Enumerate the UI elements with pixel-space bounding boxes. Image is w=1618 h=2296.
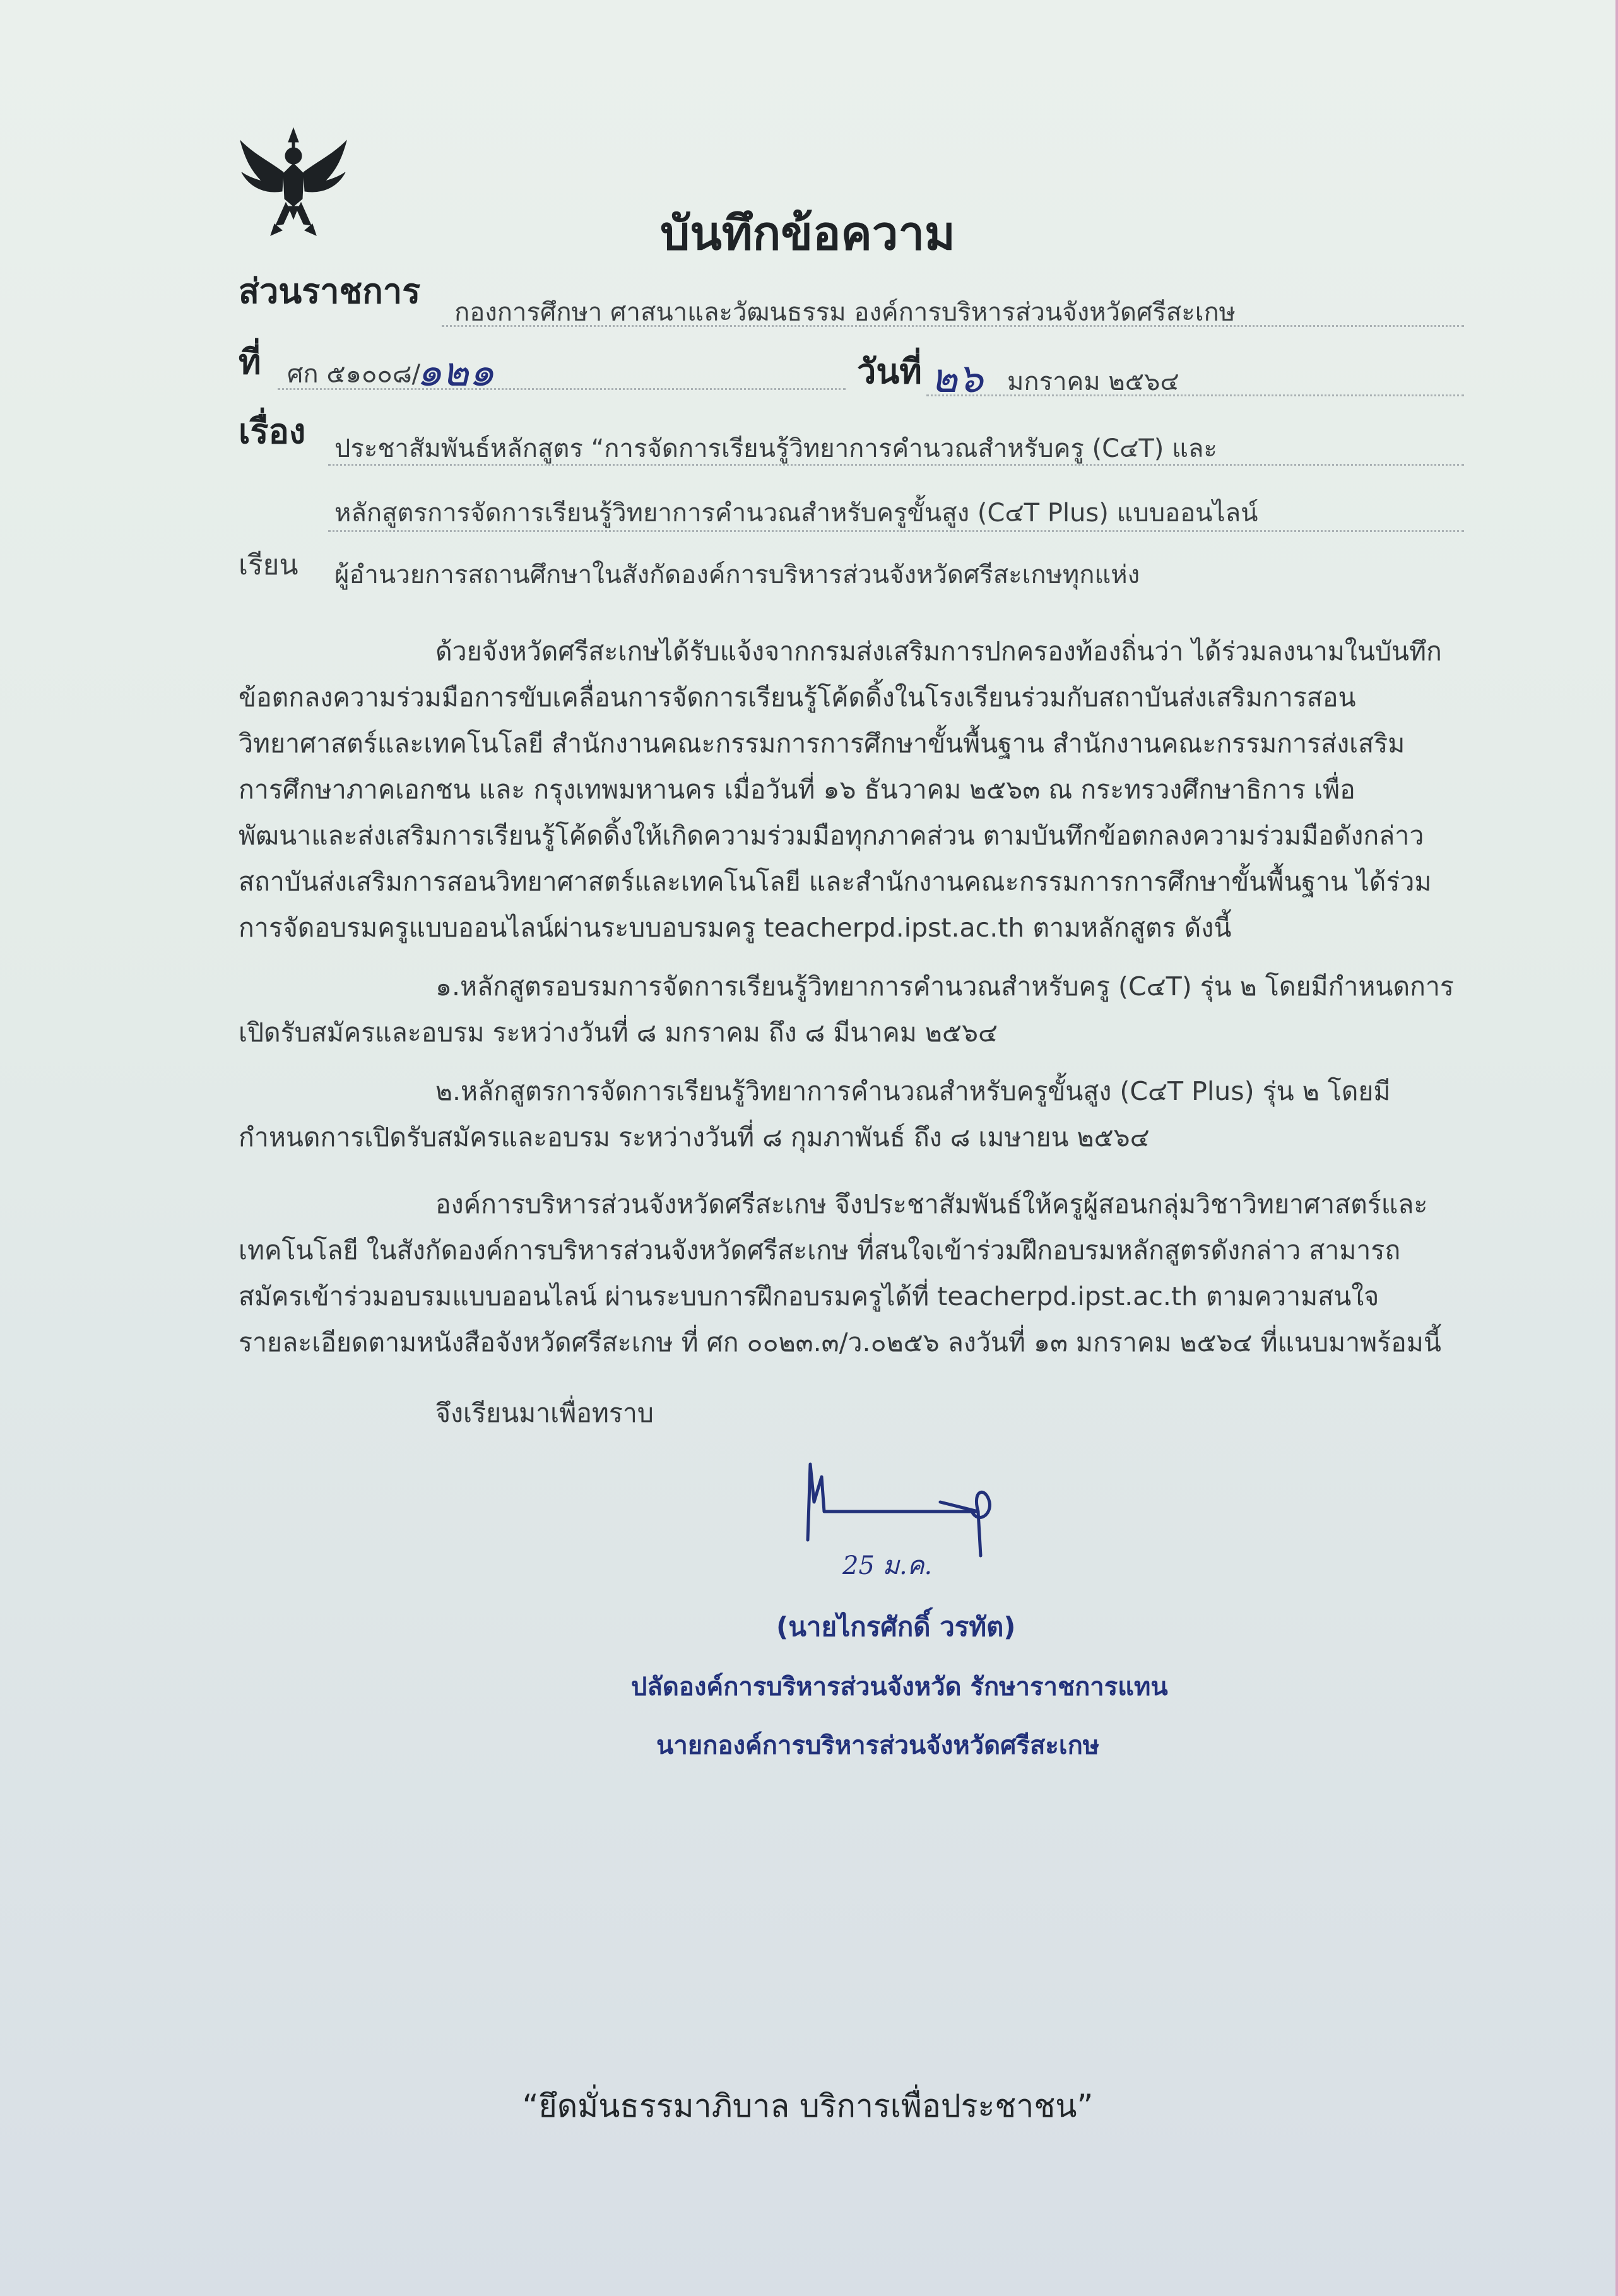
date-label: วันที่ [857, 352, 922, 391]
subject-line-2: หลักสูตรการจัดการเรียนรู้วิทยาการคำนวณสำหรับครูขั้นสูง (C๔T Plus) แบบออนไลน์ [334, 499, 1258, 528]
body-p1-line: การศึกษาภาคเอกชน และ กรุงเทพมหานคร เมื่อวันที่ ๑๖ ธันวาคม ๒๕๖๓ ณ กระทรวงศึกษาธิการ เพื่อ [239, 774, 1355, 805]
to-label: เรียน [239, 549, 298, 581]
agency-text: กองการศึกษา ศาสนาและวัฒนธรรม องค์การบริหารส่วนจังหวัดศรีสะเกษ [454, 298, 1236, 327]
body-p2-line: สมัครเข้าร่วมอบรมแบบออนไลน์ ผ่านระบบการฝึกอบรมครูได้ที่ teacherpd.ipst.ac.th ตามความสนใจ [239, 1281, 1379, 1311]
subject-line-1: ประชาสัมพันธ์หลักสูตร “การจัดการเรียนรู้วิทยาการคำนวณสำหรับครู (C๔T) และ [334, 434, 1217, 463]
body-item1-line: ๑.หลักสูตรอบรมการจัดการเรียนรู้วิทยาการคำนวณสำหรับครู (C๔T) รุ่น ๒ โดยมีกำหนดการ [435, 971, 1454, 1002]
body-p2-line: องค์การบริหารส่วนจังหวัดศรีสะเกษ จึงประชาสัมพันธ์ให้ครูผู้สอนกลุ่มวิชาวิทยาศาสตร์และ [435, 1189, 1428, 1219]
ref-number-handwritten: ๑๒๑ [416, 349, 495, 396]
body-p1-line: ข้อตกลงความร่วมมือการขับเคลื่อนการจัดการเรียนรู้โค้ดดิ้งในโรงเรียนร่วมกับสถาบันส่งเสริมการสอน [239, 682, 1356, 713]
body-p1-line: การจัดอบรมครูแบบออนไลน์ผ่านระบบอบรมครู teacherpd.ipst.ac.th ตามหลักสูตร ดังนี้ [239, 913, 1232, 943]
body-p1-line: พัฒนาและส่งเสริมการเรียนรู้โค้ดดิ้งให้เกิดความร่วมมือทุกภาคส่วน ตามบันทึกข้อตกลงความร่วมมือดังกล่าว [239, 820, 1424, 851]
signer-title-2: นายกองค์การบริหารส่วนจังหวัดศรีสะเกษ [656, 1731, 1100, 1760]
subject-label: เรื่อง [239, 411, 306, 451]
subject-rule-1 [328, 464, 1464, 466]
ref-prefix: ศก ๕๑๐๐๘/ [287, 360, 421, 389]
body-item1-line: เปิดรับสมัครและอบรม ระหว่างวันที่ ๘ มกราคม ถึง ๘ มีนาคม ๒๕๖๔ [239, 1017, 998, 1048]
body-p1-line: วิทยาศาสตร์และเทคโนโลยี สำนักงานคณะกรรมการการศึกษาขั้นพื้นฐาน สำนักงานคณะกรรมการส่งเสริม [239, 728, 1405, 759]
body-item2-line: กำหนดการเปิดรับสมัครและอบรม ระหว่างวันที่ ๘ กุมภาพันธ์ ถึง ๘ เมษายน ๒๕๖๔ [239, 1122, 1150, 1152]
body-item2-line: ๒.หลักสูตรการจัดการเรียนรู้วิทยาการคำนวณสำหรับครูขั้นสูง (C๔T Plus) รุ่น ๒ โดยมี [435, 1076, 1391, 1106]
signer-name: (นายไกรศักดิ์ วรทัต) [776, 1611, 1016, 1642]
date-text: มกราคม ๒๕๖๔ [1007, 367, 1179, 396]
memo-title: บันทึกข้อความ [660, 206, 955, 261]
body-p1-line: สถาบันส่งเสริมการสอนวิทยาศาสตร์และเทคโนโลยี และสำนักงานคณะกรรมการการศึกษาขั้นพื้นฐาน ได้ร่วม [239, 867, 1432, 897]
ref-label: ที่ [239, 342, 261, 382]
ref-rule [278, 388, 846, 390]
body-p2-line: เทคโนโลยี ในสังกัดองค์การบริหารส่วนจังหวัดศรีสะเกษ ที่สนใจเข้าร่วมฝึกอบรมหลักสูตรดังกล่าว สามารถ [239, 1235, 1401, 1265]
signer-title-1: ปลัดองค์การบริหารส่วนจังหวัด รักษาราชการแทน [631, 1672, 1168, 1701]
closing-text: จึงเรียนมาเพื่อทราบ [435, 1398, 654, 1428]
agency-rule [442, 325, 1464, 327]
to-text: ผู้อำนวยการสถานศึกษาในสังกัดองค์การบริหารส่วนจังหวัดศรีสะเกษทุกแห่ง [334, 560, 1140, 589]
agency-label: ส่วนราชการ [239, 271, 421, 311]
date-rule [926, 394, 1464, 396]
subject-rule-2 [328, 530, 1464, 532]
body-p2-line: รายละเอียดตามหนังสือจังหวัดศรีสะเกษ ที่ ศก ๐๐๒๓.๓/ว.๐๒๕๖ ลงวันที่ ๑๓ มกราคม ๒๕๖๔ ที่แนบมาพร้อมนี้ [239, 1327, 1441, 1358]
footer-slogan: “ยึดมั่นธรรมาภิบาล บริการเพื่อประชาชน” [522, 2088, 1094, 2124]
signature-date-handwritten: 25 ม.ค. [842, 1551, 933, 1580]
body-p1-line: ด้วยจังหวัดศรีสะเกษได้รับแจ้งจากกรมส่งเสริมการปกครองท้องถิ่นว่า ได้ร่วมลงนามในบันทึก [435, 636, 1442, 666]
date-day-handwritten: ๒๖ [931, 355, 983, 402]
